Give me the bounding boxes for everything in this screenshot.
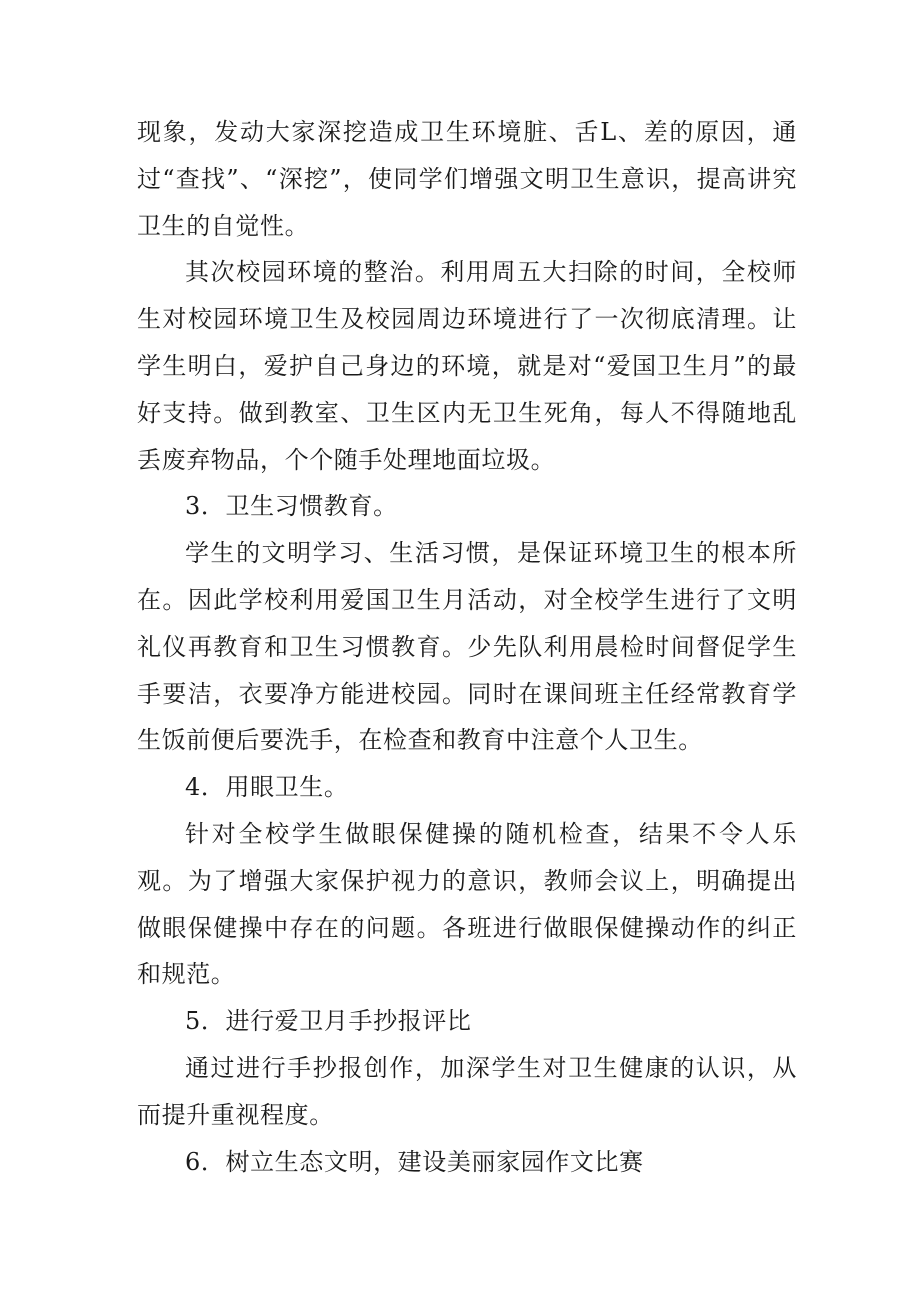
section-heading: 6．树立生态文明，建设美丽家园作文比赛 — [185, 1147, 644, 1176]
paragraph: 通过进行手抄报创作，加深学生对卫生健康的认识，从而提升重视程度。 — [137, 1053, 797, 1129]
paragraph: 学生的文明学习、生活习惯，是保证环境卫生的根本所在。因此学校利用爱国卫生月活动，对全校学生进行了文明礼仪再教育和卫生习惯教育。少先队利用晨检时间督促学生手要洁，衣要净方能进校园。同时在课间班主任经常教育学生饭前便后要洗手，在检查和教育中注意个人卫生。 — [137, 539, 797, 755]
section-heading: 3．卫生习惯教育。 — [185, 492, 398, 521]
paragraph: 针对全校学生做眼保健操的随机检查，结果不令人乐观。为了增强大家保护视力的意识，教师会议上，明确提出做眼保健操中存在的问题。各班进行做眼保健操动作的纠正和规范。 — [137, 819, 797, 989]
document-body — [137, 109, 797, 1185]
paragraph: 现象，发动大家深挖造成卫生环境脏、舌L、差的原因，通过“查找”、“深挖”，使同学们增强文明卫生意识，提高讲究卫生的自觉性。 — [137, 118, 797, 240]
section-heading: 5．进行爱卫月手抄报评比 — [185, 1007, 472, 1036]
paragraph: 其次校园环境的整治。利用周五大扫除的时间，全校师生对校园环境卫生及校园周边环境进行了一次彻底清理。让学生明白，爱护自己身边的环境，就是对“爱国卫生月”的最好支持。做到教室、卫生区内无卫生死角，每人不得随地乱丢废弃物品，个个随手处理地面垃圾。 — [137, 258, 797, 474]
section-heading: 4．用眼卫生。 — [185, 773, 349, 802]
